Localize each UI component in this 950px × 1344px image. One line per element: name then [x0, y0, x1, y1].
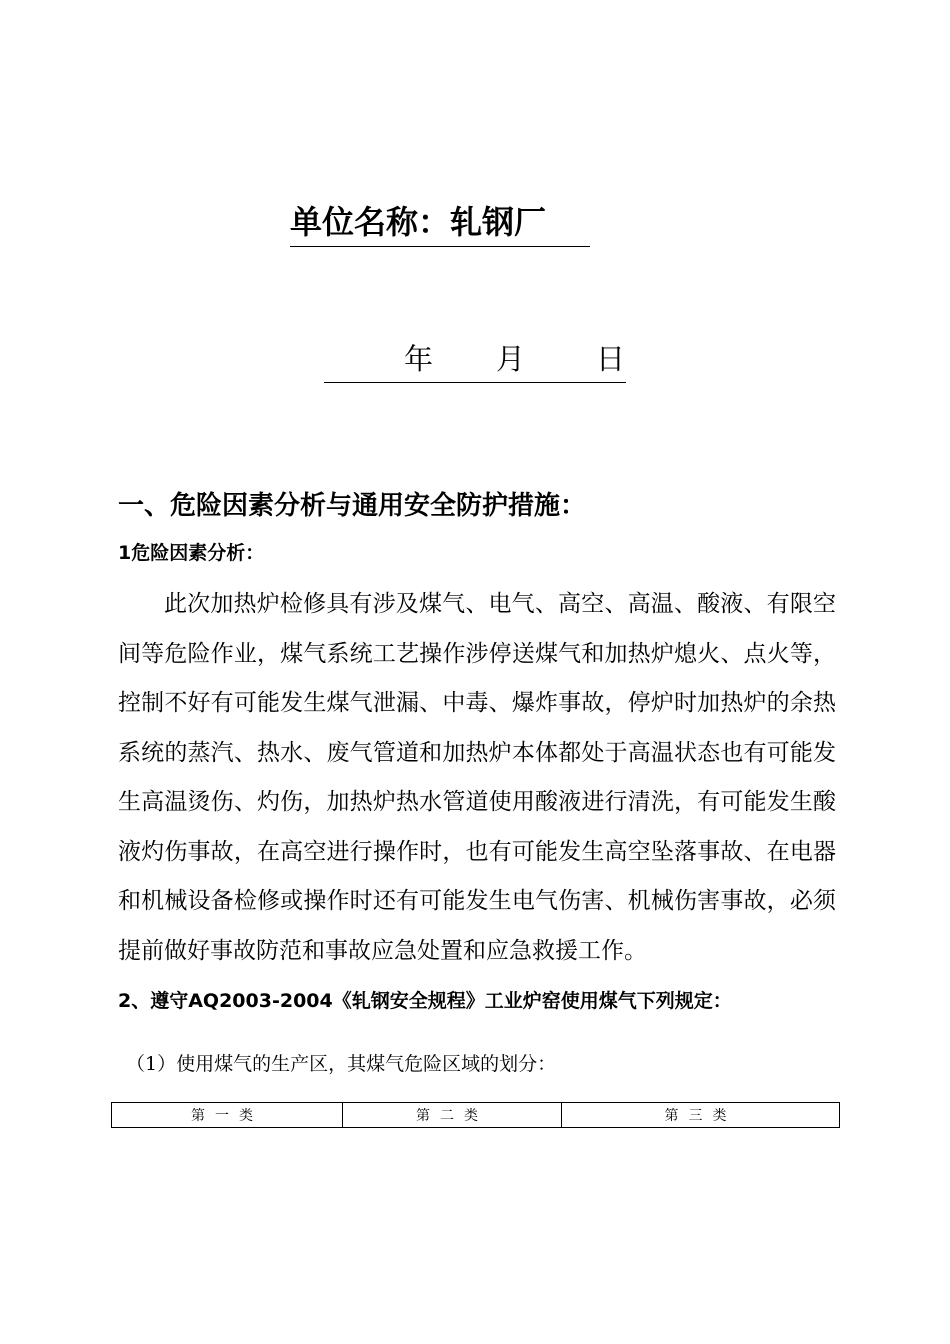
- zone-class-2-header: 第二类: [343, 1103, 562, 1128]
- section-heading: 一、危险因素分析与通用安全防护措施：: [118, 491, 587, 521]
- date-day-label: 日: [596, 342, 626, 376]
- date-month-label: 月: [496, 342, 526, 376]
- unit-name-title: 单位名称：轧钢厂: [290, 198, 590, 247]
- zone-class-1-header: 第一类: [112, 1103, 343, 1128]
- gas-danger-zone-table: [111, 1102, 840, 1128]
- date-line: [324, 336, 626, 383]
- table-header-row: [112, 1103, 840, 1128]
- hazard-analysis-paragraph: 此次加热炉检修具有涉及煤气、电气、高空、高温、酸液、有限空间等危险作业，煤气系统工艺操作涉停送煤气和加热炉熄火、点火等，控制不好有可能发生煤气泄漏、中毒、爆炸事故，停炉时加热炉的余热系统的蒸汽、热水、废气管道和加热炉本体都处于高温状态也有可能发生高温烫伤、灼伤，加热炉热水管道使用酸液进行清洗，有可能发生酸液灼伤事故，在高空进行操作时，也有可能发生高空坠落事故、在电器和机械设备检修或操作时还有可能发生电气伤害、机械伤害事故，必须提前做好事故防范和事故应急处置和应急救援工作。: [118, 591, 836, 964]
- date-year-label: 年: [404, 342, 434, 376]
- hazard-analysis-heading: 1危险因素分析：: [118, 542, 265, 564]
- zone-class-3-header: 第三类: [562, 1103, 840, 1128]
- regulation-heading: 2、遵守AQ2003-2004《轧钢安全规程》工业炉窑使用煤气下列规定：: [118, 990, 732, 1012]
- zone-division-item: （1）使用煤气的生产区，其煤气危险区域的划分：: [126, 1053, 557, 1075]
